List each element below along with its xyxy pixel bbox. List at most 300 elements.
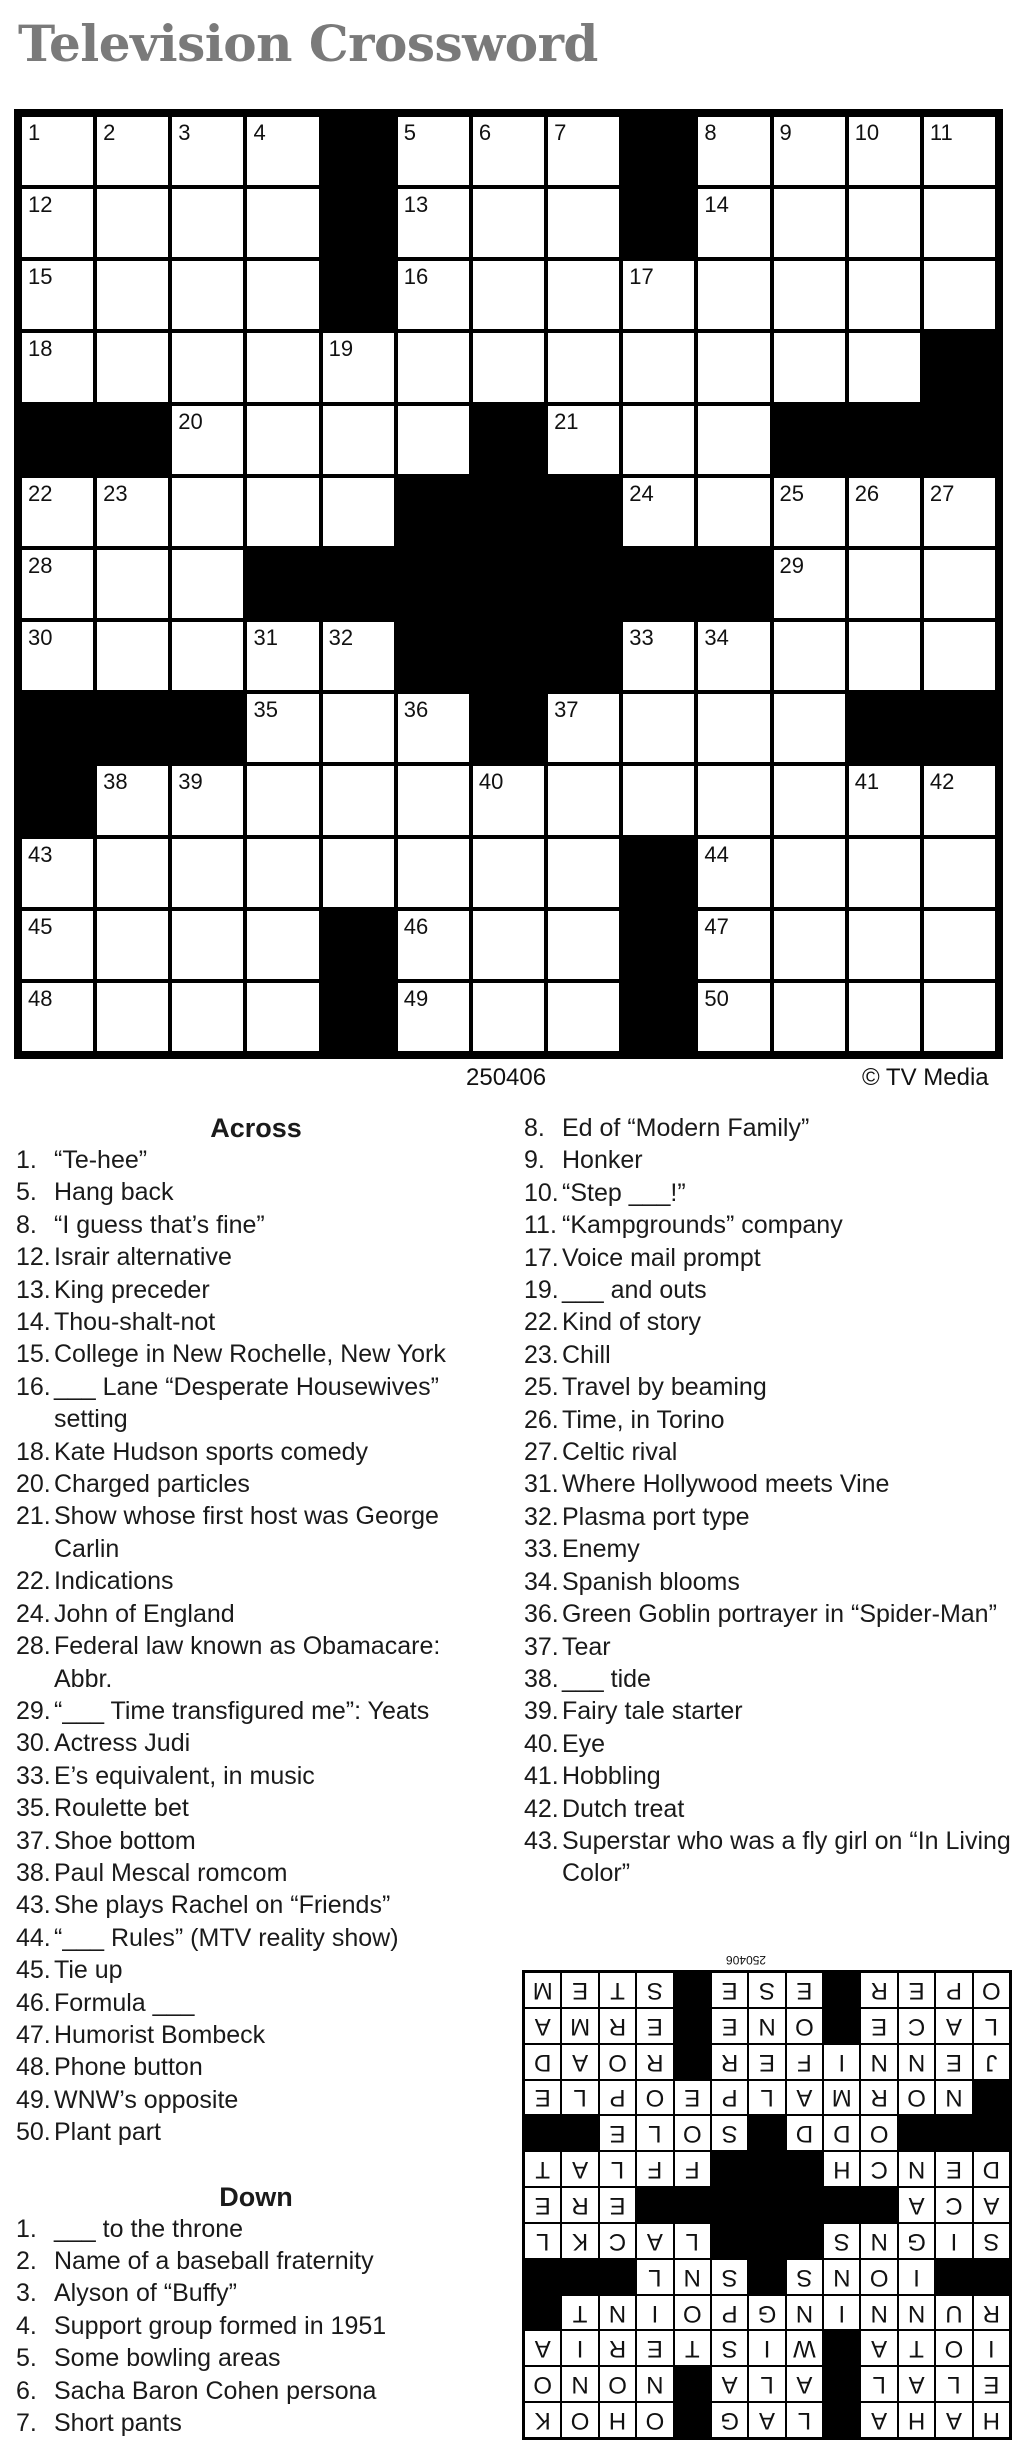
answer-cell: L bbox=[936, 2367, 971, 2401]
grid-cell[interactable] bbox=[924, 766, 995, 834]
grid-cell[interactable] bbox=[698, 983, 769, 1051]
clue-number: 5. bbox=[16, 2344, 37, 2373]
answer-block bbox=[974, 2116, 1009, 2150]
answer-block bbox=[675, 1973, 710, 2007]
grid-cell[interactable] bbox=[548, 333, 619, 401]
grid-block bbox=[774, 406, 845, 474]
cell-number: 6 bbox=[478, 120, 492, 145]
clues-right-column bbox=[524, 1112, 1014, 1890]
grid-cell[interactable] bbox=[323, 406, 394, 474]
grid-cell[interactable] bbox=[698, 694, 769, 762]
grid-cell[interactable] bbox=[623, 478, 694, 546]
grid-cell[interactable] bbox=[172, 839, 243, 907]
clue-text: Eye bbox=[562, 1729, 606, 1758]
down-heading: Down bbox=[219, 2181, 293, 2212]
grid-cell[interactable] bbox=[97, 478, 168, 546]
grid-cell[interactable] bbox=[924, 550, 995, 618]
answer-cell: R bbox=[600, 2009, 635, 2043]
grid-cell[interactable] bbox=[698, 189, 769, 257]
clue-number: 33. bbox=[16, 1761, 51, 1790]
grid-cell[interactable] bbox=[172, 333, 243, 401]
grid-cell[interactable] bbox=[398, 117, 469, 185]
grid-cell[interactable] bbox=[623, 261, 694, 329]
grid-cell[interactable] bbox=[22, 261, 93, 329]
clue bbox=[16, 2310, 496, 2342]
grid-block bbox=[698, 550, 769, 618]
grid-cell[interactable] bbox=[698, 406, 769, 474]
clue-number: 35. bbox=[16, 1794, 51, 1823]
answer-cell: G bbox=[749, 2296, 784, 2330]
clue-number: 45. bbox=[16, 1956, 51, 1985]
grid-cell[interactable] bbox=[398, 694, 469, 762]
grid-cell[interactable] bbox=[698, 117, 769, 185]
answer-block bbox=[562, 2260, 597, 2294]
clue bbox=[524, 1436, 1014, 1468]
clue-number: 14. bbox=[16, 1308, 51, 1337]
crossword-grid[interactable] bbox=[14, 109, 1003, 1059]
clue bbox=[16, 1792, 496, 1824]
grid-cell[interactable] bbox=[849, 839, 920, 907]
clue-number: 40. bbox=[524, 1729, 559, 1758]
cell-number: 35 bbox=[253, 697, 278, 723]
grid-cell[interactable] bbox=[849, 766, 920, 834]
grid-cell[interactable] bbox=[398, 766, 469, 834]
answer-cell: O bbox=[637, 2081, 672, 2115]
clue-text: “___ Time transfigured me”: Yeats bbox=[54, 1696, 430, 1725]
grid-cell[interactable] bbox=[924, 117, 995, 185]
grid-cell[interactable] bbox=[247, 261, 318, 329]
answer-cell: A bbox=[974, 2188, 1009, 2222]
grid-cell[interactable] bbox=[774, 333, 845, 401]
grid-cell[interactable] bbox=[97, 550, 168, 618]
answer-cell: U bbox=[936, 2296, 971, 2330]
answer-cell: N bbox=[861, 2224, 896, 2258]
grid-cell[interactable] bbox=[473, 189, 544, 257]
across-heading: Across bbox=[210, 1113, 302, 1143]
clue-text: Hobbling bbox=[562, 1762, 661, 1791]
answer-cell: S bbox=[824, 2224, 859, 2258]
clue-text: Actress Judi bbox=[54, 1729, 191, 1758]
answer-cell: O bbox=[861, 2116, 896, 2150]
cell-number: 20 bbox=[178, 408, 203, 434]
grid-cell[interactable] bbox=[774, 622, 845, 690]
grid-cell[interactable] bbox=[22, 550, 93, 618]
clue-text: Celtic rival bbox=[562, 1438, 678, 1467]
grid-cell[interactable] bbox=[623, 406, 694, 474]
clue bbox=[524, 1274, 1014, 1306]
answer-cell: O bbox=[525, 2367, 560, 2401]
clue-text: Shoe bottom bbox=[54, 1826, 196, 1855]
clue-number: 32. bbox=[524, 1502, 559, 1531]
grid-cell[interactable] bbox=[97, 839, 168, 907]
grid-cell[interactable] bbox=[97, 911, 168, 979]
answer-cell: G bbox=[712, 2403, 747, 2437]
clue bbox=[524, 1695, 1014, 1727]
answer-cell: R bbox=[974, 2296, 1009, 2330]
cell-number: 26 bbox=[854, 480, 880, 506]
answer-block bbox=[824, 2367, 859, 2401]
grid-block bbox=[398, 622, 469, 690]
grid-cell[interactable] bbox=[623, 694, 694, 762]
answer-block bbox=[562, 2116, 597, 2150]
answer-block bbox=[787, 2188, 822, 2222]
grid-cell[interactable] bbox=[97, 261, 168, 329]
grid-cell[interactable] bbox=[849, 983, 920, 1051]
answer-block bbox=[675, 2188, 710, 2222]
grid-cell[interactable] bbox=[548, 117, 619, 185]
grid-block bbox=[323, 261, 394, 329]
clue-text: Spanish blooms bbox=[562, 1567, 740, 1596]
grid-cell[interactable] bbox=[774, 694, 845, 762]
answer-block bbox=[675, 2009, 710, 2043]
grid-cell[interactable] bbox=[849, 189, 920, 257]
answer-cell: E bbox=[675, 2081, 710, 2115]
grid-cell[interactable] bbox=[548, 189, 619, 257]
grid-cell[interactable] bbox=[22, 189, 93, 257]
answer-cell: P bbox=[712, 2081, 747, 2115]
grid-cell[interactable] bbox=[247, 694, 318, 762]
grid-cell[interactable] bbox=[698, 478, 769, 546]
grid-cell[interactable] bbox=[924, 478, 995, 546]
grid-cell[interactable] bbox=[623, 622, 694, 690]
grid-block bbox=[623, 189, 694, 257]
grid-cell[interactable] bbox=[849, 911, 920, 979]
clue-number: 2. bbox=[16, 2247, 37, 2275]
grid-cell[interactable] bbox=[473, 983, 544, 1051]
grid-cell[interactable] bbox=[849, 333, 920, 401]
grid-block bbox=[323, 550, 394, 618]
grid-block bbox=[323, 983, 394, 1051]
answer-block bbox=[749, 2224, 784, 2258]
grid-cell[interactable] bbox=[924, 839, 995, 907]
grid-block bbox=[473, 406, 544, 474]
answer-block bbox=[824, 2188, 859, 2222]
grid-cell[interactable] bbox=[849, 550, 920, 618]
answer-cell: M bbox=[562, 2009, 597, 2043]
cell-number: 4 bbox=[253, 120, 266, 145]
answer-cell: N bbox=[562, 2367, 597, 2401]
grid-cell[interactable] bbox=[97, 622, 168, 690]
grid-cell[interactable] bbox=[172, 766, 243, 834]
grid-cell[interactable] bbox=[924, 983, 995, 1051]
grid-block bbox=[323, 911, 394, 979]
clue bbox=[16, 1987, 496, 2019]
clue-text: Israir alternative bbox=[54, 1243, 232, 1272]
grid-block bbox=[172, 694, 243, 762]
grid-cell[interactable] bbox=[548, 694, 619, 762]
cell-number: 9 bbox=[779, 120, 792, 145]
grid-block bbox=[473, 622, 544, 690]
clue-text: Alyson of “Buffy” bbox=[54, 2279, 237, 2308]
grid-cell[interactable] bbox=[22, 478, 93, 546]
grid-cell[interactable] bbox=[924, 622, 995, 690]
grid-cell[interactable] bbox=[548, 406, 619, 474]
grid-cell[interactable] bbox=[698, 622, 769, 690]
clue bbox=[16, 1500, 496, 1565]
grid-cell[interactable] bbox=[924, 261, 995, 329]
clue bbox=[524, 1144, 1014, 1176]
grid-cell[interactable] bbox=[22, 622, 93, 690]
cell-number: 42 bbox=[929, 769, 955, 795]
grid-cell[interactable] bbox=[172, 550, 243, 618]
cell-number: 16 bbox=[403, 264, 429, 290]
grid-cell[interactable] bbox=[473, 911, 544, 979]
grid-cell[interactable] bbox=[849, 261, 920, 329]
answer-cell: D bbox=[824, 2116, 859, 2150]
grid-block bbox=[623, 983, 694, 1051]
clue-number: 8. bbox=[16, 1210, 37, 1239]
clue-number: 6. bbox=[16, 2376, 37, 2405]
grid-cell[interactable] bbox=[473, 261, 544, 329]
grid-cell[interactable] bbox=[698, 839, 769, 907]
clue bbox=[16, 1857, 496, 1889]
answer-cell: R bbox=[861, 2081, 896, 2115]
cell-number: 24 bbox=[629, 480, 654, 506]
grid-cell[interactable] bbox=[398, 261, 469, 329]
cell-number: 13 bbox=[403, 192, 429, 218]
answer-cell: I bbox=[824, 2296, 859, 2330]
grid-cell[interactable] bbox=[473, 839, 544, 907]
clue bbox=[16, 2051, 496, 2083]
grid-cell[interactable] bbox=[774, 261, 845, 329]
answer-block bbox=[936, 2260, 971, 2294]
answer-cell: O bbox=[787, 2009, 822, 2043]
cell-number: 28 bbox=[28, 552, 53, 578]
grid-cell[interactable] bbox=[97, 983, 168, 1051]
answer-cell: M bbox=[824, 2081, 859, 2115]
grid-cell[interactable] bbox=[774, 911, 845, 979]
clue bbox=[16, 1176, 496, 1208]
grid-cell[interactable] bbox=[247, 189, 318, 257]
clue-number: 25. bbox=[524, 1373, 559, 1402]
grid-block bbox=[22, 766, 93, 834]
grid-block bbox=[473, 550, 544, 618]
grid-cell[interactable] bbox=[172, 406, 243, 474]
clue-number: 47. bbox=[16, 2020, 51, 2049]
grid-cell[interactable] bbox=[774, 839, 845, 907]
copyright: © TV Media bbox=[862, 1064, 989, 1091]
cell-number: 50 bbox=[704, 985, 729, 1011]
clue bbox=[16, 2084, 496, 2116]
grid-cell[interactable] bbox=[247, 983, 318, 1051]
grid-cell[interactable] bbox=[473, 766, 544, 834]
grid-cell[interactable] bbox=[774, 478, 845, 546]
grid-cell[interactable] bbox=[774, 983, 845, 1051]
cell-number: 45 bbox=[28, 913, 53, 939]
grid-block bbox=[623, 117, 694, 185]
clue-number: 38. bbox=[16, 1858, 51, 1887]
grid-cell[interactable] bbox=[97, 766, 168, 834]
answer-cell: S bbox=[787, 2260, 822, 2294]
grid-cell[interactable] bbox=[22, 983, 93, 1051]
grid-cell[interactable] bbox=[22, 333, 93, 401]
clue-text: Travel by beaming bbox=[562, 1373, 767, 1402]
grid-cell[interactable] bbox=[548, 839, 619, 907]
answer-cell: O bbox=[675, 2116, 710, 2150]
cell-number: 46 bbox=[403, 913, 429, 939]
grid-cell[interactable] bbox=[774, 189, 845, 257]
grid-cell[interactable] bbox=[398, 189, 469, 257]
grid-cell[interactable] bbox=[22, 911, 93, 979]
grid-cell[interactable] bbox=[473, 117, 544, 185]
clue bbox=[16, 1825, 496, 1857]
grid-cell[interactable] bbox=[247, 333, 318, 401]
answer-cell: S bbox=[637, 1973, 672, 2007]
answer-cell: E bbox=[712, 2009, 747, 2043]
grid-cell[interactable] bbox=[548, 983, 619, 1051]
grid-cell[interactable] bbox=[172, 478, 243, 546]
answer-cell: N bbox=[936, 2081, 971, 2115]
answer-cell: O bbox=[637, 2403, 672, 2437]
grid-block bbox=[548, 550, 619, 618]
grid-cell[interactable] bbox=[849, 478, 920, 546]
grid-cell[interactable] bbox=[172, 622, 243, 690]
cell-number: 2 bbox=[103, 120, 116, 145]
clue-text: Thou-shalt-not bbox=[54, 1308, 216, 1337]
answer-cell: N bbox=[749, 2009, 784, 2043]
answer-cell: A bbox=[861, 2403, 896, 2437]
grid-cell[interactable] bbox=[924, 189, 995, 257]
clue-number: 8. bbox=[524, 1114, 545, 1142]
clues-left-column bbox=[16, 1112, 496, 2439]
grid-cell[interactable] bbox=[398, 406, 469, 474]
answer-block bbox=[712, 2188, 747, 2222]
cell-number: 30 bbox=[28, 625, 53, 651]
grid-cell[interactable] bbox=[398, 911, 469, 979]
grid-cell[interactable] bbox=[623, 333, 694, 401]
clue-text: Where Hollywood meets Vine bbox=[562, 1470, 890, 1499]
down-clue-list-continued bbox=[524, 1112, 1014, 1890]
grid-cell[interactable] bbox=[774, 766, 845, 834]
answer-cell: A bbox=[787, 2081, 822, 2115]
answer-cell: C bbox=[899, 2009, 934, 2043]
grid-cell[interactable] bbox=[97, 333, 168, 401]
grid-cell[interactable] bbox=[473, 333, 544, 401]
grid-cell[interactable] bbox=[849, 117, 920, 185]
grid-cell[interactable] bbox=[172, 261, 243, 329]
grid-cell[interactable] bbox=[623, 766, 694, 834]
answer-cell: L bbox=[600, 2152, 635, 2186]
grid-cell[interactable] bbox=[247, 839, 318, 907]
clue bbox=[524, 1631, 1014, 1663]
clue bbox=[524, 1501, 1014, 1533]
grid-cell[interactable] bbox=[924, 911, 995, 979]
grid-cell[interactable] bbox=[698, 333, 769, 401]
grid-cell[interactable] bbox=[247, 622, 318, 690]
answer-cell: H bbox=[824, 2152, 859, 2186]
grid-cell[interactable] bbox=[22, 117, 93, 185]
cell-number: 21 bbox=[554, 408, 579, 434]
clue-number: 41. bbox=[524, 1762, 559, 1791]
grid-cell[interactable] bbox=[698, 911, 769, 979]
answer-block bbox=[525, 2296, 560, 2330]
grid-cell[interactable] bbox=[172, 189, 243, 257]
clue bbox=[16, 1468, 496, 1500]
answer-block bbox=[861, 2188, 896, 2222]
cell-number: 1 bbox=[28, 120, 41, 145]
answer-cell: O bbox=[562, 2403, 597, 2437]
grid-cell[interactable] bbox=[323, 333, 394, 401]
clue-number: 15. bbox=[16, 1340, 51, 1369]
clue-text: E’s equivalent, in music bbox=[54, 1761, 315, 1790]
grid-cell[interactable] bbox=[323, 622, 394, 690]
clue-text: ___ Lane “Desperate Housewives” setting bbox=[54, 1372, 439, 1434]
grid-cell[interactable] bbox=[97, 117, 168, 185]
grid-cell[interactable] bbox=[247, 406, 318, 474]
answer-cell: L bbox=[861, 2367, 896, 2401]
grid-cell[interactable] bbox=[247, 478, 318, 546]
clue bbox=[16, 2375, 496, 2407]
grid-cell[interactable] bbox=[323, 694, 394, 762]
clue bbox=[16, 1338, 496, 1370]
clue-text: Humorist Bombeck bbox=[54, 2020, 266, 2049]
clue bbox=[524, 1404, 1014, 1436]
grid-cell[interactable] bbox=[172, 911, 243, 979]
clue-number: 7. bbox=[16, 2409, 37, 2438]
grid-cell[interactable] bbox=[22, 839, 93, 907]
clue-number: 27. bbox=[524, 1438, 559, 1467]
grid-cell[interactable] bbox=[774, 550, 845, 618]
answer-cell: O bbox=[600, 2045, 635, 2079]
grid-cell[interactable] bbox=[548, 261, 619, 329]
answer-cell: L bbox=[562, 2081, 597, 2115]
grid-block bbox=[323, 117, 394, 185]
grid-cell[interactable] bbox=[323, 766, 394, 834]
clue-number: 3. bbox=[16, 2279, 37, 2308]
grid-cell[interactable] bbox=[97, 189, 168, 257]
answer-block bbox=[824, 2009, 859, 2043]
answer-cell: I bbox=[562, 2331, 597, 2365]
answer-cell: I bbox=[899, 2260, 934, 2294]
clue bbox=[524, 1209, 1014, 1241]
grid-cell[interactable] bbox=[849, 622, 920, 690]
grid-cell[interactable] bbox=[774, 117, 845, 185]
grid-cell[interactable] bbox=[323, 478, 394, 546]
clue-text: Voice mail prompt bbox=[562, 1243, 761, 1272]
grid-block bbox=[22, 406, 93, 474]
clue-number: 26. bbox=[524, 1405, 559, 1434]
grid-cell[interactable] bbox=[548, 766, 619, 834]
answer-cell: L bbox=[637, 2116, 672, 2150]
clue-number: 1. bbox=[16, 2214, 37, 2243]
cell-number: 31 bbox=[253, 625, 278, 651]
grid-cell[interactable] bbox=[247, 117, 318, 185]
grid-cell[interactable] bbox=[698, 766, 769, 834]
answer-cell: W bbox=[787, 2331, 822, 2365]
grid-cell[interactable] bbox=[398, 983, 469, 1051]
clue-number: 33. bbox=[524, 1535, 559, 1564]
answer-cell: I bbox=[749, 2331, 784, 2365]
grid-cell[interactable] bbox=[698, 261, 769, 329]
answer-cell: A bbox=[525, 2331, 560, 2365]
grid-cell[interactable] bbox=[548, 911, 619, 979]
grid-cell[interactable] bbox=[247, 766, 318, 834]
clue-number: 17. bbox=[524, 1243, 559, 1272]
answer-cell: O bbox=[936, 2331, 971, 2365]
grid-cell[interactable] bbox=[398, 839, 469, 907]
clue-number: 9. bbox=[524, 1146, 545, 1175]
answer-cell: N bbox=[861, 2296, 896, 2330]
answer-cell: R bbox=[600, 2331, 635, 2365]
grid-cell[interactable] bbox=[398, 333, 469, 401]
grid-cell[interactable] bbox=[172, 983, 243, 1051]
answer-cell: L bbox=[637, 2260, 672, 2294]
grid-cell[interactable] bbox=[247, 911, 318, 979]
grid-block bbox=[97, 694, 168, 762]
answer-cell: L bbox=[974, 2009, 1009, 2043]
grid-cell[interactable] bbox=[172, 117, 243, 185]
grid-cell[interactable] bbox=[323, 839, 394, 907]
